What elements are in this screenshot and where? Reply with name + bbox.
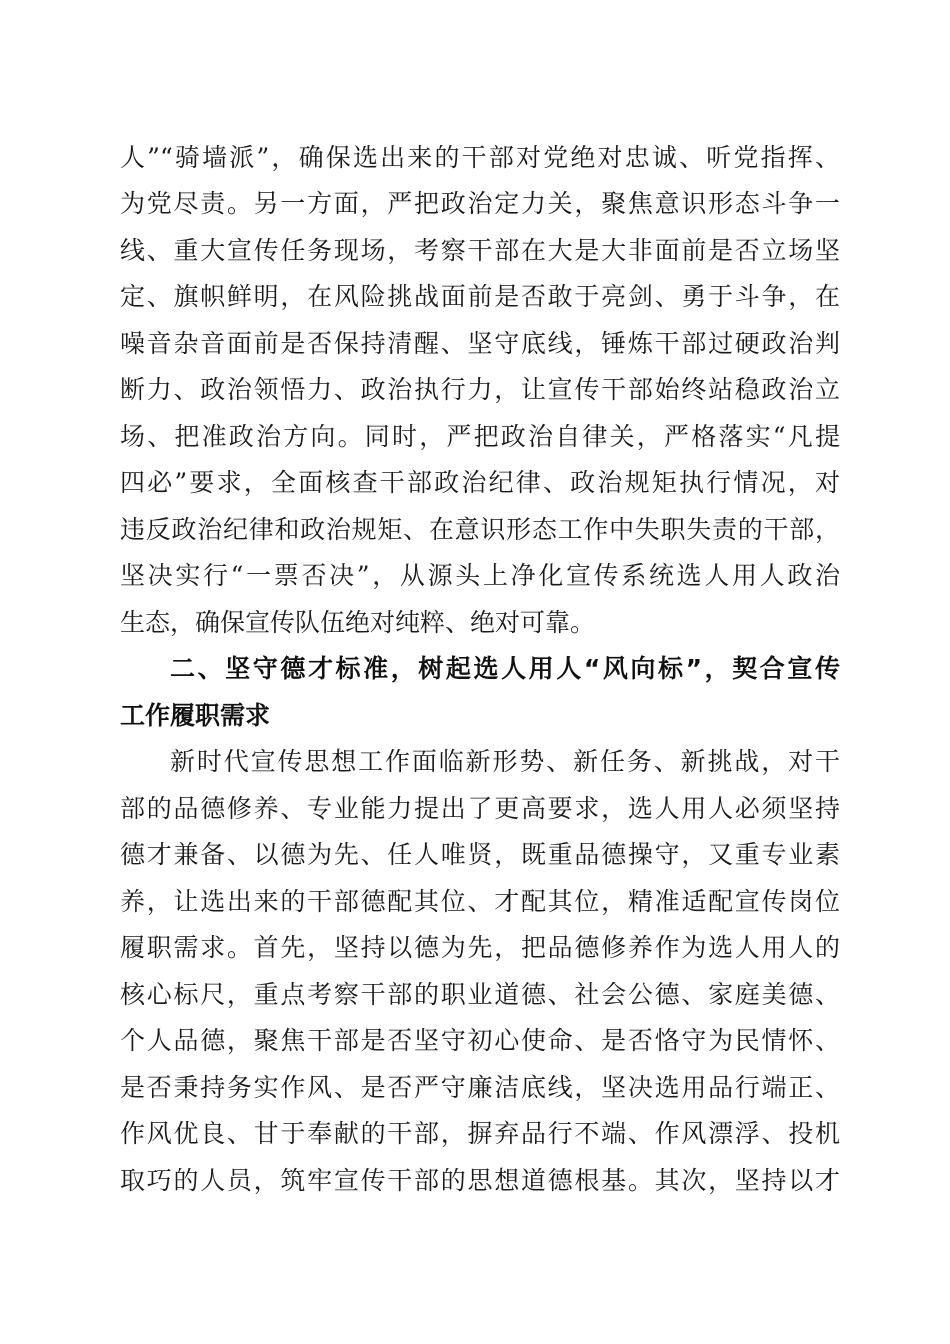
text-line: 德才兼备、以德为先、任人唯贤，既重品德操守，又重专业素	[120, 840, 840, 869]
text-line: 人”“骑墙派”，确保选出来的干部对党绝对忠诚、听党指挥、	[120, 143, 840, 172]
text-line: 履职需求。首先，坚持以德为先，把品德修养作为选人用人的	[120, 933, 840, 962]
heading-line: 工作履职需求	[120, 701, 271, 730]
text-line: 部的品德修养、专业能力提出了更高要求，选人用人必须坚持	[120, 794, 840, 823]
text-line: 养，让选出来的干部德配其位、才配其位，精准适配宣传岗位	[120, 887, 840, 916]
text-line: 场、把准政治方向。同时，严把政治自律关，严格落实“凡提	[120, 422, 840, 451]
text-line: 噪音杂音面前是否保持清醒、坚守底线，锤炼干部过硬政治判	[120, 329, 840, 358]
text-line: 取巧的人员，筑牢宣传干部的思想道德根基。其次，坚持以才	[120, 1166, 840, 1195]
text-line: 是否秉持务实作风、是否严守廉洁底线，坚决选用品行端正、	[120, 1073, 840, 1102]
heading-line: 二、坚守德才标准，树起选人用人“风向标”，契合宣传	[170, 654, 840, 683]
text-line: 断力、政治领悟力、政治执行力，让宣传干部始终站稳政治立	[120, 375, 840, 404]
text-line: 定、旗帜鲜明，在风险挑战面前是否敢于亮剑、勇于斗争，在	[120, 282, 840, 311]
text-line: 个人品德，聚焦干部是否坚守初心使命、是否恪守为民情怀、	[120, 1026, 840, 1055]
text-line: 核心标尺，重点考察干部的职业道德、社会公德、家庭美德、	[120, 980, 840, 1009]
text-line: 新时代宣传思想工作面临新形势、新任务、新挑战，对干	[170, 747, 840, 776]
text-line: 作风优良、甘于奉献的干部，摒弃品行不端、作风漂浮、投机	[120, 1119, 840, 1148]
text-line: 为党尽责。另一方面，严把政治定力关，聚焦意识形态斗争一	[120, 189, 840, 218]
text-line: 坚决实行“一票否决”，从源头上净化宣传系统选人用人政治	[120, 561, 840, 590]
text-line: 线、重大宣传任务现场，考察干部在大是大非面前是否立场坚	[120, 236, 840, 265]
text-line: 违反政治纪律和政治规矩、在意识形态工作中失职失责的干部，	[120, 515, 840, 544]
text-line: 生态，确保宣传队伍绝对纯粹、绝对可靠。	[120, 608, 596, 637]
text-line: 四必”要求，全面核查干部政治纪律、政治规矩执行情况，对	[120, 468, 840, 497]
